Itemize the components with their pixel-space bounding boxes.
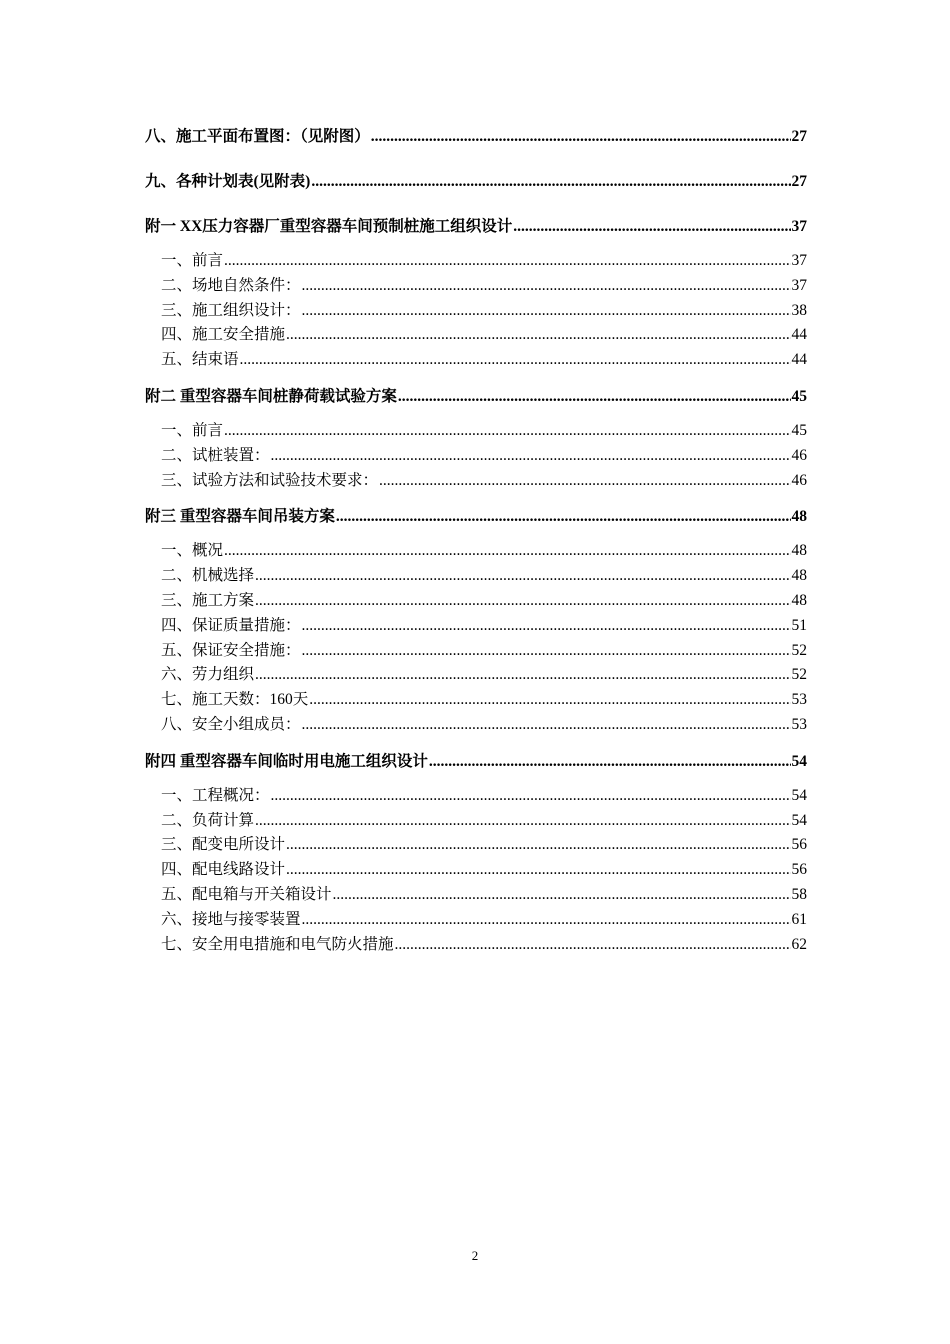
dot-leader — [255, 564, 790, 589]
toc-item-label: 五、保证安全措施： — [161, 641, 301, 659]
toc-item[interactable] — [145, 469, 807, 494]
dot-leader — [333, 883, 791, 908]
toc-page-number: 48 — [791, 542, 807, 560]
toc-item-label: 一、工程概况： — [161, 786, 270, 804]
dot-leader — [255, 809, 790, 834]
dot-leader — [302, 299, 791, 324]
toc-heading-8[interactable] — [145, 124, 807, 149]
toc-item[interactable] — [145, 713, 807, 738]
toc-item[interactable] — [145, 323, 807, 348]
toc-item[interactable] — [145, 444, 807, 469]
toc-page-number: 27 — [791, 173, 807, 190]
dot-leader — [255, 663, 790, 688]
dot-leader — [224, 539, 790, 564]
toc-page-number: 61 — [791, 910, 807, 928]
dot-leader — [398, 384, 791, 409]
toc-heading-label: 附一 XX压力容器厂重型容器车间预制桩施工组织设计 — [145, 218, 513, 235]
dot-leader — [302, 908, 791, 933]
toc-item[interactable] — [145, 908, 807, 933]
toc-page-number: 56 — [791, 861, 807, 879]
toc-item-label: 三、施工方案 — [161, 591, 255, 609]
toc-page-number: 54 — [791, 786, 807, 804]
toc-item-label: 二、机械选择 — [161, 567, 255, 585]
toc-heading-label: 九、各种计划表(见附表) — [145, 173, 311, 190]
toc-item[interactable] — [145, 348, 807, 373]
toc-item-label: 三、试验方法和试验技术要求： — [161, 471, 379, 489]
toc-page-number: 46 — [791, 446, 807, 464]
toc-item-label: 七、施工天数：160天 — [161, 691, 309, 709]
dot-leader — [271, 784, 791, 809]
toc-item-label: 一、概况 — [161, 542, 224, 560]
toc-page-number: 44 — [791, 351, 807, 369]
toc-appendix-4-heading[interactable] — [145, 749, 807, 774]
dot-leader — [255, 589, 790, 614]
toc-item[interactable] — [145, 663, 807, 688]
toc-page-number: 45 — [791, 421, 807, 439]
dot-leader — [286, 858, 790, 883]
toc-page-number: 53 — [791, 715, 807, 733]
toc-heading-label: 八、施工平面布置图：（见附图） — [145, 128, 370, 145]
toc-item[interactable] — [145, 419, 807, 444]
toc-item-label: 六、接地与接零装置 — [161, 910, 301, 928]
toc-page-number: 45 — [791, 387, 807, 405]
toc-item-label: 四、配电线路设计 — [161, 861, 286, 879]
toc-page-number: 37 — [791, 276, 807, 294]
toc-item[interactable] — [145, 589, 807, 614]
toc-page-number: 52 — [791, 641, 807, 659]
toc-item-label: 一、前言 — [161, 252, 224, 269]
dot-leader — [286, 833, 790, 858]
dot-leader — [371, 124, 791, 149]
dot-leader — [271, 444, 791, 469]
toc-page-number: 44 — [791, 326, 807, 344]
toc-item[interactable] — [145, 614, 807, 639]
toc-page-number: 27 — [791, 128, 807, 145]
toc-item[interactable] — [145, 564, 807, 589]
toc-item-label: 八、安全小组成员： — [161, 715, 301, 733]
toc-page-number: 48 — [791, 567, 807, 585]
toc-item-label: 二、负荷计算 — [161, 811, 255, 829]
toc-page-number: 56 — [791, 836, 807, 854]
toc-page-number: 51 — [791, 616, 807, 634]
dot-leader — [379, 469, 790, 494]
toc-item[interactable] — [145, 299, 807, 324]
table-of-contents — [145, 124, 807, 957]
toc-page-number: 48 — [791, 508, 807, 526]
toc-item-label: 五、配电箱与开关箱设计 — [161, 885, 332, 903]
toc-page-number: 37 — [791, 218, 807, 235]
dot-leader — [302, 614, 791, 639]
toc-page-number: 58 — [791, 885, 807, 903]
toc-item-label: 四、保证质量措施： — [161, 616, 301, 634]
toc-item-label: 三、施工组织设计： — [161, 301, 301, 319]
toc-item[interactable] — [145, 274, 807, 299]
toc-page-number: 48 — [791, 591, 807, 609]
toc-appendix-2-heading[interactable] — [145, 384, 807, 409]
dot-leader — [286, 323, 790, 348]
toc-item-label: 七、安全用电措施和电气防火措施 — [161, 935, 394, 953]
toc-page-number: 54 — [791, 811, 807, 829]
toc-page-number: 52 — [791, 666, 807, 684]
toc-page-number: 37 — [791, 252, 807, 269]
dot-leader — [513, 214, 790, 239]
toc-item[interactable] — [145, 249, 807, 274]
toc-heading-label: 附四 重型容器车间临时用电施工组织设计 — [145, 752, 428, 770]
toc-appendix-3-heading[interactable] — [145, 504, 807, 529]
toc-item-label: 三、配变电所设计 — [161, 836, 286, 854]
dot-leader — [224, 249, 790, 274]
dot-leader — [395, 933, 791, 958]
dot-leader — [309, 688, 790, 713]
toc-item[interactable] — [145, 833, 807, 858]
toc-page-number: 54 — [791, 752, 807, 770]
toc-item-label: 五、结束语 — [161, 351, 239, 369]
dot-leader — [302, 713, 791, 738]
toc-item[interactable] — [145, 858, 807, 883]
toc-item[interactable] — [145, 809, 807, 834]
toc-heading-label: 附三 重型容器车间吊装方案 — [145, 508, 335, 526]
toc-page-number: 62 — [791, 935, 807, 953]
dot-leader — [302, 639, 791, 664]
toc-item-label: 二、试桩装置： — [161, 446, 270, 464]
toc-item-label: 一、前言 — [161, 421, 224, 439]
toc-page-number: 53 — [791, 691, 807, 709]
toc-item[interactable] — [145, 784, 807, 809]
dot-leader — [311, 169, 790, 194]
dot-leader — [302, 274, 791, 299]
page-number-footer: 2 — [471, 1248, 479, 1263]
toc-item[interactable] — [145, 883, 807, 908]
toc-heading-9[interactable] — [145, 169, 807, 194]
toc-item[interactable] — [145, 688, 807, 713]
dot-leader — [240, 348, 791, 373]
toc-item-label: 六、劳力组织 — [161, 666, 255, 684]
toc-item[interactable] — [145, 933, 807, 958]
dot-leader — [224, 419, 790, 444]
toc-item[interactable] — [145, 639, 807, 664]
dot-leader — [336, 504, 791, 529]
toc-page-number: 38 — [791, 301, 807, 319]
toc-item-label: 二、场地自然条件： — [161, 276, 301, 294]
toc-heading-label: 附二 重型容器车间桩静荷载试验方案 — [145, 387, 397, 405]
toc-item[interactable] — [145, 539, 807, 564]
toc-page-number: 46 — [791, 471, 807, 489]
dot-leader — [429, 749, 791, 774]
toc-item-label: 四、施工安全措施 — [161, 326, 286, 344]
toc-appendix-1-heading[interactable] — [145, 214, 807, 239]
